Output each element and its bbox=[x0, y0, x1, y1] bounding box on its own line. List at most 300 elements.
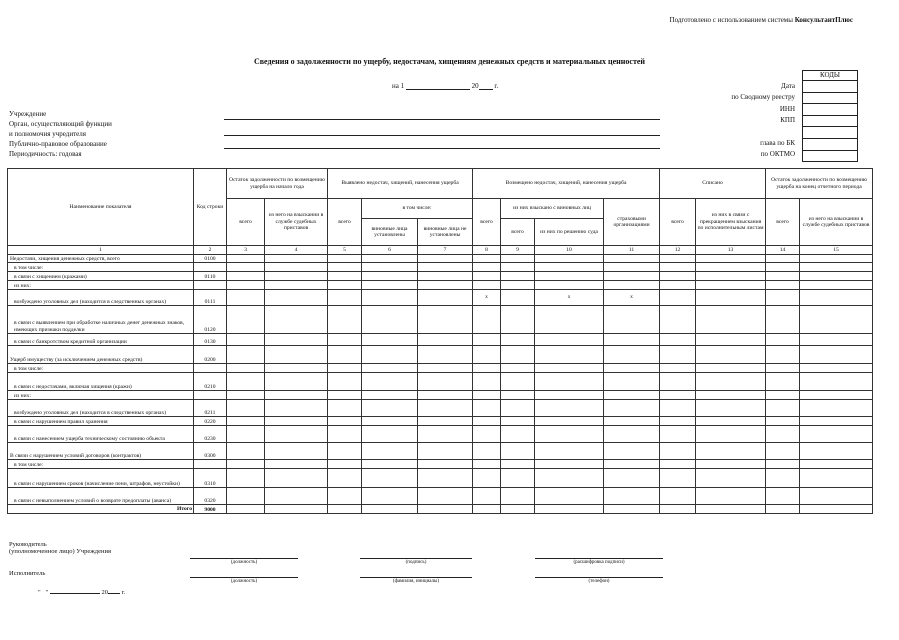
value-cell[interactable] bbox=[696, 400, 766, 417]
value-cell[interactable] bbox=[265, 469, 328, 488]
value-cell[interactable] bbox=[328, 373, 362, 391]
value-cell[interactable] bbox=[473, 346, 501, 364]
value-cell[interactable] bbox=[473, 469, 501, 488]
label-founder-2: и полномочия учредителя bbox=[9, 130, 86, 138]
value-cell[interactable] bbox=[328, 290, 362, 306]
row-code: 0210 bbox=[194, 373, 227, 391]
debt-table bbox=[7, 168, 873, 514]
value-cell[interactable] bbox=[227, 460, 265, 469]
value-cell[interactable] bbox=[501, 488, 535, 505]
value-cell[interactable] bbox=[362, 290, 418, 306]
header-indicator: Наименование показателя bbox=[8, 169, 194, 246]
value-cell[interactable] bbox=[418, 488, 473, 505]
value-cell[interactable] bbox=[696, 281, 766, 290]
value-cell[interactable] bbox=[766, 505, 800, 514]
code-cell-date[interactable] bbox=[803, 80, 857, 92]
value-cell[interactable] bbox=[501, 281, 535, 290]
value-cell[interactable] bbox=[604, 263, 660, 272]
value-cell[interactable] bbox=[328, 334, 362, 346]
value-cell[interactable] bbox=[766, 391, 800, 400]
value-cell[interactable] bbox=[265, 426, 328, 443]
value-cell[interactable] bbox=[501, 400, 535, 417]
value-cell[interactable] bbox=[604, 400, 660, 417]
value-cell[interactable] bbox=[696, 443, 766, 460]
executor-fio-field[interactable] bbox=[360, 577, 472, 578]
value-cell[interactable] bbox=[328, 364, 362, 373]
value-cell[interactable] bbox=[265, 263, 328, 272]
value-cell[interactable] bbox=[265, 391, 328, 400]
head-signature-field[interactable] bbox=[360, 558, 472, 559]
col-num: 2 bbox=[194, 246, 227, 255]
value-cell[interactable] bbox=[265, 255, 328, 263]
header-including: в том числе: bbox=[362, 199, 473, 219]
date-month-field[interactable] bbox=[50, 593, 100, 594]
public-entity-field[interactable] bbox=[224, 148, 660, 149]
total-label: Итого bbox=[8, 505, 194, 514]
value-cell[interactable] bbox=[766, 460, 800, 469]
value-cell[interactable] bbox=[604, 391, 660, 400]
value-cell[interactable] bbox=[265, 334, 328, 346]
value-cell[interactable] bbox=[800, 469, 873, 488]
x-mark: x bbox=[535, 290, 604, 306]
row-code: 0230 bbox=[194, 426, 227, 443]
value-cell[interactable] bbox=[328, 255, 362, 263]
value-cell[interactable] bbox=[696, 488, 766, 505]
value-cell[interactable] bbox=[800, 391, 873, 400]
value-cell[interactable] bbox=[660, 460, 696, 469]
value-cell[interactable] bbox=[800, 505, 873, 514]
value-cell[interactable] bbox=[473, 426, 501, 443]
value-cell[interactable] bbox=[535, 391, 604, 400]
value-cell[interactable] bbox=[473, 505, 501, 514]
value-cell[interactable] bbox=[660, 488, 696, 505]
value-cell[interactable] bbox=[535, 417, 604, 426]
value-cell[interactable] bbox=[227, 255, 265, 263]
value-cell[interactable] bbox=[362, 391, 418, 400]
value-cell[interactable] bbox=[535, 306, 604, 334]
value-cell[interactable] bbox=[501, 373, 535, 391]
value-cell[interactable] bbox=[328, 505, 362, 514]
table-row bbox=[8, 272, 873, 281]
value-cell[interactable] bbox=[696, 460, 766, 469]
col-num: 14 bbox=[766, 246, 800, 255]
value-cell[interactable] bbox=[265, 281, 328, 290]
value-cell[interactable] bbox=[535, 460, 604, 469]
row-label: в связи с нарушением сроков (начисление пени, штрафов, неустойки) bbox=[8, 469, 194, 488]
value-cell[interactable] bbox=[501, 306, 535, 334]
label-institution: Учреждение bbox=[9, 110, 47, 118]
value-cell[interactable] bbox=[473, 334, 501, 346]
value-cell[interactable] bbox=[227, 272, 265, 281]
value-cell[interactable] bbox=[227, 263, 265, 272]
value-cell[interactable] bbox=[328, 488, 362, 505]
row-code bbox=[194, 263, 227, 272]
code-cell-inn[interactable] bbox=[803, 103, 857, 115]
value-cell[interactable] bbox=[800, 263, 873, 272]
value-cell[interactable] bbox=[660, 281, 696, 290]
value-cell[interactable] bbox=[227, 505, 265, 514]
code-cell-registry[interactable] bbox=[803, 92, 857, 104]
value-cell[interactable] bbox=[696, 364, 766, 373]
value-cell[interactable] bbox=[604, 488, 660, 505]
value-cell[interactable] bbox=[800, 334, 873, 346]
value-cell[interactable] bbox=[501, 255, 535, 263]
value-cell[interactable] bbox=[535, 400, 604, 417]
value-cell[interactable] bbox=[535, 334, 604, 346]
value-cell[interactable] bbox=[362, 306, 418, 334]
value-cell[interactable] bbox=[418, 306, 473, 334]
value-cell[interactable] bbox=[535, 263, 604, 272]
value-cell[interactable] bbox=[766, 373, 800, 391]
row-label: из них: bbox=[8, 391, 194, 400]
value-cell[interactable] bbox=[227, 443, 265, 460]
value-cell[interactable] bbox=[766, 400, 800, 417]
value-cell[interactable] bbox=[418, 417, 473, 426]
value-cell[interactable] bbox=[362, 364, 418, 373]
value-cell[interactable] bbox=[328, 426, 362, 443]
value-cell[interactable] bbox=[362, 263, 418, 272]
value-cell[interactable] bbox=[328, 306, 362, 334]
col-num: 3 bbox=[227, 246, 265, 255]
value-cell[interactable] bbox=[265, 488, 328, 505]
value-cell[interactable] bbox=[418, 443, 473, 460]
value-cell[interactable] bbox=[501, 290, 535, 306]
value-cell[interactable] bbox=[265, 400, 328, 417]
value-cell[interactable] bbox=[696, 417, 766, 426]
value-cell[interactable] bbox=[800, 373, 873, 391]
institution-field[interactable] bbox=[224, 119, 660, 120]
value-cell[interactable] bbox=[265, 460, 328, 469]
value-cell[interactable] bbox=[696, 334, 766, 346]
table-row bbox=[8, 306, 873, 334]
executor-position-field[interactable] bbox=[190, 577, 298, 578]
value-cell[interactable] bbox=[328, 263, 362, 272]
date-year-prefix: 20 bbox=[101, 589, 108, 596]
value-cell[interactable] bbox=[265, 373, 328, 391]
value-cell[interactable] bbox=[800, 426, 873, 443]
value-cell[interactable] bbox=[501, 426, 535, 443]
value-cell[interactable] bbox=[800, 272, 873, 281]
value-cell[interactable] bbox=[362, 346, 418, 364]
value-cell[interactable] bbox=[328, 272, 362, 281]
value-cell[interactable] bbox=[227, 364, 265, 373]
value-cell[interactable] bbox=[800, 417, 873, 426]
value-cell[interactable] bbox=[604, 417, 660, 426]
value-cell[interactable] bbox=[418, 391, 473, 400]
value-cell[interactable] bbox=[660, 417, 696, 426]
code-cell-kpp[interactable] bbox=[803, 115, 857, 127]
value-cell[interactable] bbox=[418, 373, 473, 391]
value-cell[interactable] bbox=[766, 281, 800, 290]
value-cell[interactable] bbox=[328, 460, 362, 469]
header-from-culprits: из них взыскано с виновных лиц bbox=[501, 199, 604, 219]
value-cell[interactable] bbox=[227, 281, 265, 290]
col-num: 12 bbox=[660, 246, 696, 255]
value-cell[interactable] bbox=[418, 346, 473, 364]
value-cell[interactable] bbox=[800, 443, 873, 460]
value-cell[interactable] bbox=[418, 426, 473, 443]
value-cell[interactable] bbox=[696, 263, 766, 272]
value-cell[interactable] bbox=[501, 391, 535, 400]
as-of-day-month-blank[interactable] bbox=[406, 89, 470, 90]
value-cell[interactable] bbox=[660, 443, 696, 460]
value-cell[interactable] bbox=[660, 255, 696, 263]
value-cell[interactable] bbox=[227, 426, 265, 443]
value-cell[interactable] bbox=[535, 488, 604, 505]
value-cell[interactable] bbox=[604, 426, 660, 443]
value-cell[interactable] bbox=[328, 281, 362, 290]
row-code: 0200 bbox=[194, 346, 227, 364]
value-cell[interactable] bbox=[604, 255, 660, 263]
value-cell[interactable] bbox=[660, 373, 696, 391]
value-cell[interactable] bbox=[660, 364, 696, 373]
head-decoding-field[interactable] bbox=[535, 558, 663, 559]
value-cell[interactable] bbox=[501, 364, 535, 373]
value-cell[interactable] bbox=[418, 364, 473, 373]
value-cell[interactable] bbox=[362, 272, 418, 281]
value-cell[interactable] bbox=[501, 346, 535, 364]
value-cell[interactable] bbox=[800, 306, 873, 334]
value-cell[interactable] bbox=[418, 469, 473, 488]
value-cell[interactable] bbox=[766, 426, 800, 443]
value-cell[interactable] bbox=[265, 272, 328, 281]
value-cell[interactable] bbox=[535, 281, 604, 290]
value-cell[interactable] bbox=[660, 272, 696, 281]
value-cell[interactable] bbox=[501, 505, 535, 514]
value-cell[interactable] bbox=[535, 364, 604, 373]
value-cell[interactable] bbox=[604, 281, 660, 290]
value-cell[interactable] bbox=[418, 263, 473, 272]
value-cell[interactable] bbox=[418, 400, 473, 417]
value-cell[interactable] bbox=[696, 505, 766, 514]
value-cell[interactable] bbox=[660, 334, 696, 346]
code-label: глава по БК bbox=[760, 139, 795, 148]
value-cell[interactable] bbox=[473, 272, 501, 281]
value-cell[interactable] bbox=[535, 346, 604, 364]
value-cell[interactable] bbox=[696, 346, 766, 364]
value-cell[interactable] bbox=[227, 469, 265, 488]
value-cell[interactable] bbox=[501, 443, 535, 460]
value-cell[interactable] bbox=[473, 373, 501, 391]
value-cell[interactable] bbox=[696, 306, 766, 334]
value-cell[interactable] bbox=[660, 469, 696, 488]
value-cell[interactable] bbox=[227, 373, 265, 391]
value-cell[interactable] bbox=[660, 346, 696, 364]
value-cell[interactable] bbox=[800, 364, 873, 373]
value-cell[interactable] bbox=[604, 460, 660, 469]
value-cell[interactable] bbox=[473, 443, 501, 460]
value-cell[interactable] bbox=[265, 306, 328, 334]
value-cell[interactable] bbox=[766, 272, 800, 281]
value-cell[interactable] bbox=[604, 364, 660, 373]
value-cell[interactable] bbox=[696, 469, 766, 488]
value-cell[interactable] bbox=[766, 443, 800, 460]
value-cell[interactable] bbox=[800, 281, 873, 290]
code-label: ИНН bbox=[779, 104, 795, 113]
value-cell[interactable] bbox=[501, 469, 535, 488]
value-cell[interactable] bbox=[473, 364, 501, 373]
value-cell[interactable] bbox=[265, 290, 328, 306]
value-cell[interactable] bbox=[418, 334, 473, 346]
value-cell[interactable] bbox=[227, 334, 265, 346]
value-cell[interactable] bbox=[265, 443, 328, 460]
value-cell[interactable] bbox=[473, 400, 501, 417]
value-cell[interactable] bbox=[535, 469, 604, 488]
value-cell[interactable] bbox=[604, 346, 660, 364]
executor-phone-field[interactable] bbox=[535, 577, 663, 578]
codes-box bbox=[802, 70, 858, 162]
code-label: по Сводному реестру bbox=[731, 93, 795, 102]
value-cell[interactable] bbox=[418, 460, 473, 469]
value-cell[interactable] bbox=[766, 290, 800, 306]
value-cell[interactable] bbox=[696, 290, 766, 306]
value-cell[interactable] bbox=[265, 346, 328, 364]
value-cell[interactable] bbox=[418, 281, 473, 290]
value-cell[interactable] bbox=[227, 290, 265, 306]
col-num: 10 bbox=[535, 246, 604, 255]
value-cell[interactable] bbox=[362, 505, 418, 514]
value-cell[interactable] bbox=[604, 469, 660, 488]
row-label: в том числе: bbox=[8, 460, 194, 469]
code-label: КПП bbox=[780, 116, 795, 125]
value-cell[interactable] bbox=[766, 255, 800, 263]
value-cell[interactable] bbox=[535, 373, 604, 391]
value-cell[interactable] bbox=[227, 400, 265, 417]
value-cell[interactable] bbox=[800, 255, 873, 263]
header-code: Код строки bbox=[194, 169, 227, 246]
value-cell[interactable] bbox=[227, 306, 265, 334]
value-cell[interactable] bbox=[800, 346, 873, 364]
value-cell[interactable] bbox=[501, 460, 535, 469]
value-cell[interactable] bbox=[328, 400, 362, 417]
value-cell[interactable] bbox=[362, 469, 418, 488]
code-cell-bk[interactable] bbox=[803, 138, 857, 150]
cap-position: (должность) bbox=[230, 579, 258, 584]
value-cell[interactable] bbox=[535, 443, 604, 460]
value-cell[interactable] bbox=[800, 400, 873, 417]
value-cell[interactable] bbox=[766, 469, 800, 488]
value-cell[interactable] bbox=[800, 488, 873, 505]
value-cell[interactable] bbox=[766, 334, 800, 346]
value-cell[interactable] bbox=[362, 443, 418, 460]
value-cell[interactable] bbox=[418, 505, 473, 514]
value-cell[interactable] bbox=[362, 488, 418, 505]
value-cell[interactable] bbox=[604, 443, 660, 460]
value-cell[interactable] bbox=[265, 505, 328, 514]
value-cell[interactable] bbox=[362, 400, 418, 417]
value-cell[interactable] bbox=[418, 290, 473, 306]
value-cell[interactable] bbox=[766, 364, 800, 373]
value-cell[interactable] bbox=[328, 469, 362, 488]
value-cell[interactable] bbox=[418, 255, 473, 263]
label-public-entity: Публично-правовое образование bbox=[9, 140, 107, 148]
value-cell[interactable] bbox=[660, 306, 696, 334]
value-cell[interactable] bbox=[501, 263, 535, 272]
value-cell[interactable] bbox=[362, 373, 418, 391]
value-cell[interactable] bbox=[328, 443, 362, 460]
value-cell[interactable] bbox=[660, 263, 696, 272]
value-cell[interactable] bbox=[418, 272, 473, 281]
value-cell[interactable] bbox=[473, 281, 501, 290]
value-cell[interactable] bbox=[660, 505, 696, 514]
value-cell[interactable] bbox=[696, 426, 766, 443]
label-periodicity: Периодичность: годовая bbox=[9, 150, 82, 158]
code-label bbox=[731, 127, 795, 138]
value-cell[interactable] bbox=[328, 417, 362, 426]
value-cell[interactable] bbox=[660, 290, 696, 306]
value-cell[interactable] bbox=[473, 417, 501, 426]
value-cell[interactable] bbox=[362, 255, 418, 263]
value-cell[interactable] bbox=[473, 263, 501, 272]
value-cell[interactable] bbox=[328, 391, 362, 400]
value-cell[interactable] bbox=[535, 426, 604, 443]
value-cell[interactable] bbox=[696, 391, 766, 400]
value-cell[interactable] bbox=[362, 460, 418, 469]
date-year-field[interactable] bbox=[108, 593, 120, 594]
value-cell[interactable] bbox=[473, 391, 501, 400]
value-cell[interactable] bbox=[362, 417, 418, 426]
code-cell-oktmo[interactable] bbox=[803, 150, 857, 162]
value-cell[interactable] bbox=[362, 281, 418, 290]
value-cell[interactable] bbox=[604, 272, 660, 281]
value-cell[interactable] bbox=[696, 373, 766, 391]
value-cell[interactable] bbox=[535, 505, 604, 514]
value-cell[interactable] bbox=[535, 255, 604, 263]
value-cell[interactable] bbox=[800, 460, 873, 469]
value-cell[interactable] bbox=[473, 460, 501, 469]
value-cell[interactable] bbox=[604, 505, 660, 514]
table-row bbox=[8, 488, 873, 505]
value-cell[interactable] bbox=[328, 346, 362, 364]
value-cell[interactable] bbox=[604, 373, 660, 391]
head-position-field[interactable] bbox=[190, 558, 298, 559]
value-cell[interactable] bbox=[501, 334, 535, 346]
value-cell[interactable] bbox=[473, 306, 501, 334]
value-cell[interactable] bbox=[604, 334, 660, 346]
value-cell[interactable] bbox=[501, 272, 535, 281]
value-cell[interactable] bbox=[660, 400, 696, 417]
value-cell[interactable] bbox=[362, 426, 418, 443]
value-cell[interactable] bbox=[227, 488, 265, 505]
value-cell[interactable] bbox=[696, 272, 766, 281]
value-cell[interactable] bbox=[696, 255, 766, 263]
value-cell[interactable] bbox=[766, 488, 800, 505]
value-cell[interactable] bbox=[265, 364, 328, 373]
value-cell[interactable] bbox=[227, 391, 265, 400]
value-cell[interactable] bbox=[227, 346, 265, 364]
value-cell[interactable] bbox=[766, 417, 800, 426]
value-cell[interactable] bbox=[766, 306, 800, 334]
value-cell[interactable] bbox=[473, 255, 501, 263]
value-cell[interactable] bbox=[604, 306, 660, 334]
value-cell[interactable] bbox=[800, 290, 873, 306]
value-cell[interactable] bbox=[473, 488, 501, 505]
founder-field[interactable] bbox=[224, 135, 660, 136]
value-cell[interactable] bbox=[660, 426, 696, 443]
value-cell[interactable] bbox=[227, 417, 265, 426]
value-cell[interactable] bbox=[535, 272, 604, 281]
value-cell[interactable] bbox=[265, 417, 328, 426]
value-cell[interactable] bbox=[766, 346, 800, 364]
as-of-year-blank[interactable] bbox=[479, 89, 493, 90]
value-cell[interactable] bbox=[362, 334, 418, 346]
col-num: 9 bbox=[501, 246, 535, 255]
header-start-balance: Остаток задолженности по возмещению ущерба на начало года bbox=[227, 169, 328, 199]
value-cell[interactable] bbox=[501, 417, 535, 426]
value-cell[interactable] bbox=[766, 263, 800, 272]
code-cell-blank[interactable] bbox=[803, 126, 857, 138]
value-cell[interactable] bbox=[660, 391, 696, 400]
